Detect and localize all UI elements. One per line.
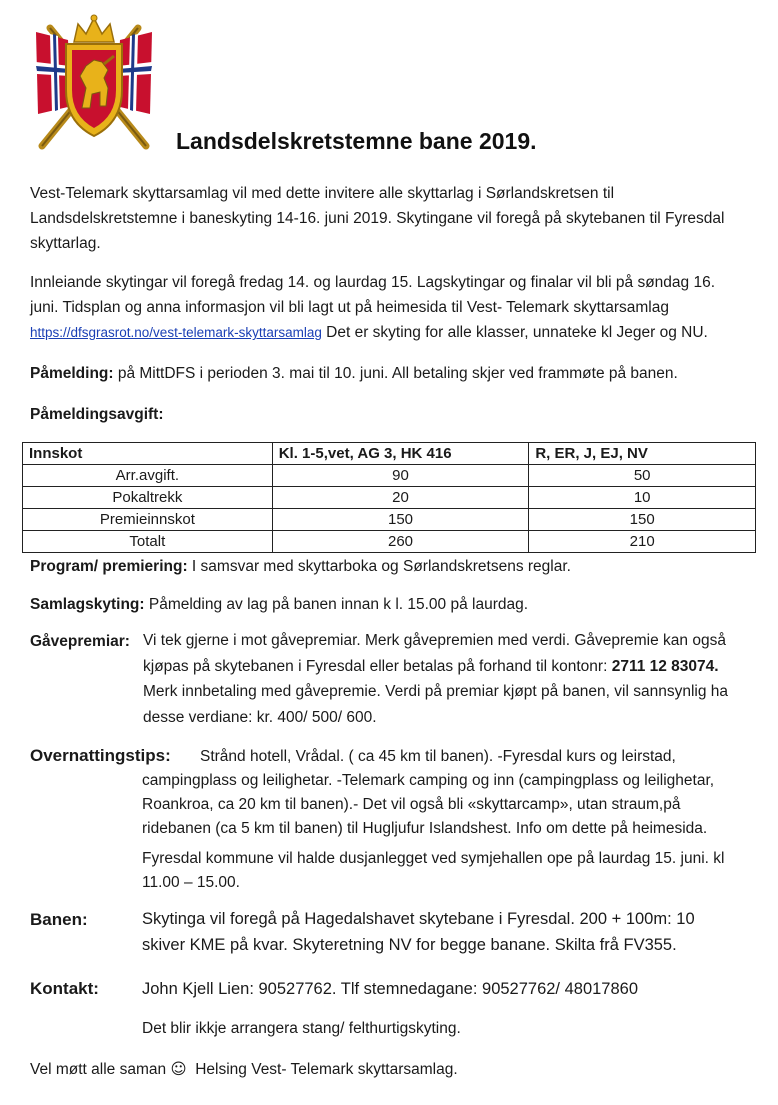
lodging-label: Overnattingstips: [30,746,171,765]
fee-table-row [23,487,756,509]
lodging-line: ridebanen (ca 5 km til banen) til Hugljufur Islandshest. Info om dette på heimesida. [142,820,708,837]
gifts-line: Vi tek gjerne i mot gåvepremiar. Merk gåvepremien med verdi. Gåvepremie kan også [143,632,726,649]
range-line: skiver KME på kvar. Skyteretning NV for begge banane. Skilta frå FV355. [142,936,677,954]
fee-table [22,442,756,553]
contact-line: John Kjell Lien: 90527762. Tlf stemnedagane: 90527762/ 48017860 [142,980,639,998]
fee-value-cell: 90 [272,465,529,487]
fee-table-header: Innskot [23,443,273,465]
gifts-line: Merk innbetaling med gåvepremie. Verdi på premiar kjøpt på banen, vil sannsynlig ha [143,683,729,700]
range-label: Banen: [30,910,88,929]
team-text: Påmelding av lag på banen innan k l. 15.00 på laurdag. [144,596,529,613]
account-number: 2711 12 83074. [611,657,719,675]
schedule-line: Innleiande skytingar vil foregå fredag 14. og laurdag 15. Lagskytingar og finalar vil bli på søndag 16. [30,274,716,291]
registration-label: Påmelding: [30,365,114,382]
program-text: I samsvar med skyttarboka og Sørlandskretsens reglar. [187,558,571,575]
fee-table-header-row [23,443,756,465]
range-line: Skytinga vil foregå på Hagedalshavet skytebane i Fyresdal. 200 + 100m: 10 [142,910,695,928]
team-line [30,592,760,617]
fee-value-cell: 210 [529,531,756,553]
fee-type-cell: Arr.avgift. [23,465,273,487]
fee-value-cell: 150 [272,509,529,531]
team-label: Samlagskyting: [30,596,145,613]
schedule-line-rest: Det er skyting for alle klasser, unnateke kl Jeger og NU. [321,324,708,341]
fee-type-cell: Totalt [23,531,273,553]
gifts-line-text: kjøpas på skytebanen i Fyresdal eller betalas på forhand til kontonr: [143,657,612,675]
lodging-line: campingplass og leilighetar. -Telemark camping og inn (campingplass og leilighetar, [142,772,715,789]
fee-value-cell: 50 [529,465,756,487]
fee-value-cell: 150 [529,509,756,531]
fee-table-row [23,509,756,531]
intro-paragraph [30,181,760,256]
intro-line: Landsdelskretstemne i baneskyting 14-16. juni 2019. Skytingane vil foregå på skytebanen til Fyresdal [30,210,725,227]
lodging-line: Roankroa, ca 20 km til banen).- Det vil også bli «skyttarcamp», utan straum,på [142,796,681,813]
gifts-line [143,654,768,680]
page-title: Landsdelskretstemne bane 2019. [176,128,537,154]
fee-table-row [23,465,756,487]
fee-value-cell: 20 [272,487,529,509]
fee-value-cell: 260 [272,531,529,553]
gifts-label: Gåvepremiar: [30,633,130,650]
fee-value-cell: 10 [529,487,756,509]
lodging-line: Fyresdal kommune vil halde dusjanlegget ved symjehallen ope på laurdag 15. juni. kl [142,850,725,867]
fee-heading: Påmeldingsavgift: [30,406,164,423]
association-website-link[interactable]: https://dfsgrasrot.no/vest-telemark-skyttarsamlag [30,325,322,340]
registration-text: på MittDFS i perioden 3. mai til 10. juni. All betaling skjer ved frammøte på banen. [113,365,678,382]
registration-line [30,361,760,386]
fee-type-cell: Pokaltrekk [23,487,273,509]
contact-label: Kontakt: [30,979,99,998]
fee-type-cell: Premieinnskot [23,509,273,531]
schedule-line [30,320,760,345]
gifts-text [143,628,768,730]
fee-table-header: R, ER, J, EJ, NV [529,443,756,465]
schedule-paragraph [30,270,760,345]
fee-table-header: Kl. 1-5,vet, AG 3, HK 416 [272,443,529,465]
closing-line [30,1057,770,1082]
norwegian-lion-crest-icon [28,10,160,152]
closing-signature: Helsing Vest- Telemark skyttarsamlag. [186,1061,458,1078]
smiley-icon: ☺ [170,1060,187,1078]
lodging-text [142,769,767,841]
fee-table-row [23,531,756,553]
shower-text [142,847,767,895]
intro-line: skyttarlag. [30,235,101,252]
contact-line: Det blir ikkje arrangera stang/ felthurtigskyting. [142,1020,461,1037]
lodging-line: 11.00 – 15.00. [142,874,240,891]
schedule-line: juni. Tidsplan og anna informasjon vil bli lagt ut på heimesida til Vest- Telemark skyttarsamlag [30,299,669,316]
program-line [30,554,760,579]
gifts-line: desse verdiane: kr. 400/ 500/ 600. [143,708,377,726]
closing-text: Vel møtt alle saman [30,1061,171,1078]
program-label: Program/ premiering: [30,558,188,575]
intro-line: Vest-Telemark skyttarsamlag vil med dette invitere alle skyttarlag i Sørlandskretsen til [30,185,615,202]
lodging-line: Strånd hotell, Vrådal. ( ca 45 km til banen). -Fyresdal kurs og leirstad, [200,748,676,765]
range-text [142,906,767,958]
